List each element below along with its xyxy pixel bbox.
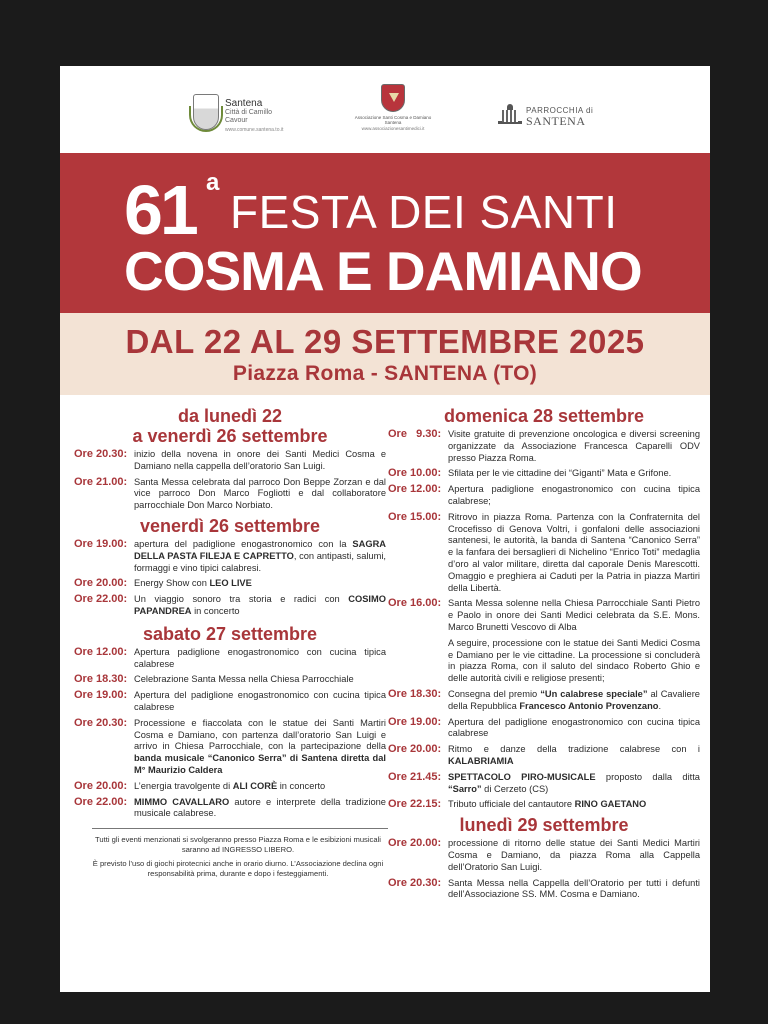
edition-number: 61 xyxy=(124,171,196,249)
day-heading: venerdì 26 settembre xyxy=(139,515,321,536)
event-text: MIMMO CAVALLARO autore e interprete della tradizione musicale calabrese. xyxy=(134,796,386,819)
program-right-column xyxy=(388,406,700,905)
event-item xyxy=(388,689,700,713)
day-heading: da lunedì 22 a venerdì 26 settembre xyxy=(132,406,328,446)
comune-subtitle: Città di Camillo Cavour xyxy=(225,109,273,124)
comune-logo xyxy=(193,92,333,142)
event-item xyxy=(74,781,386,793)
comune-name: Santena xyxy=(225,98,263,109)
event-time: Ore 18.30: xyxy=(74,673,128,686)
event-item xyxy=(388,799,700,811)
event-text: Ritrovo in piazza Roma. Partenza con la Confraternita del Crocefisso di Genova Voltri, i gonfaloni delle associazioni santenesi, le autorità, la banda di Santena “Canonico Serra” e la fanfara dei bersaglieri di Nichelino “Enrico Toti” medaglia d’oro al valor militare, diretta dal caporale Denis Marescotti. Omaggio e preghiera ai Caduti per la Patria in piazza Martiri della Libertà. xyxy=(448,511,700,593)
event-item xyxy=(74,674,386,686)
event-time: Ore 20.30: xyxy=(74,716,128,729)
footer-note: È previsto l’uso di giochi pirotecnici anche in orario diurno. L’Associazione declina ogni responsabilità prima, durante e dopo i festeggiamenti. xyxy=(92,858,384,878)
event-time: Ore 22.15: xyxy=(388,798,442,811)
parish-label: PARROCCHIA di xyxy=(526,106,594,115)
event-time: Ore 12.00: xyxy=(74,645,128,658)
program-left-column xyxy=(74,406,386,878)
event-item xyxy=(388,717,700,741)
event-text: Santa Messa solenne nella Chiesa Parrocchiale Santi Pietro e Paolo in onore dei Santi Medici celebrata da S.E. Mons. Marco Brunetti Vescovo di Alba xyxy=(448,598,700,632)
event-time: Ore 19.00: xyxy=(74,689,128,702)
event-time: Ore 15.00: xyxy=(388,510,442,523)
day-heading: sabato 27 settembre xyxy=(142,623,318,644)
event-item xyxy=(388,878,700,902)
event-item xyxy=(74,690,386,714)
title-line-1: FESTA DEI SANTI xyxy=(230,186,618,238)
event-time: Ore 20.00: xyxy=(388,837,442,850)
event-time: Ore 19.00: xyxy=(74,537,128,550)
event-text: Apertura padiglione enogastronomico con cucina tipica calabrese xyxy=(134,646,386,669)
event-item xyxy=(388,484,700,508)
parish-name: SANTENA xyxy=(526,114,586,128)
association-logo xyxy=(348,84,438,144)
footer-note: Tutti gli eventi menzionati si svolgeranno presso Piazza Roma e le esibizioni musicali saranno ad INGRESSO LIBERO. xyxy=(95,835,381,854)
day-heading: domenica 28 settembre xyxy=(443,406,645,426)
parish-logo xyxy=(498,104,608,128)
event-time: Ore 20.30: xyxy=(74,448,128,460)
coat-of-arms-icon xyxy=(193,94,219,130)
event-text: Processione e fiaccolata con le statue dei Santi Martiri Cosma e Damiano, con partenza dall’oratorio San Luigi e arrivo in Chiesa Parrocchiale, con la partecipazione della banda musicale “Canonico Serra” di Santena diretta dal M° Maurizio Caldera xyxy=(134,717,386,775)
event-item xyxy=(388,598,700,633)
title-line-2: COSMA E DAMIANO xyxy=(124,240,642,302)
event-text: L’energia travolgente di ALI CORÈ in concerto xyxy=(134,780,326,791)
event-time: Ore 16.00: xyxy=(388,597,442,610)
event-item xyxy=(74,797,386,821)
event-text: Santa Messa nella Cappella dell’Oratorio per tutti i defunti dell’Associazione SS. MM. Cosma e Damiano. xyxy=(448,877,700,900)
event-time: Ore 12.00: xyxy=(388,483,442,496)
event-item xyxy=(74,477,386,512)
event-item xyxy=(388,838,700,873)
logo-row xyxy=(60,84,710,154)
event-item xyxy=(74,718,386,777)
event-time: Ore 10.00: xyxy=(388,467,442,480)
event-item xyxy=(74,578,386,590)
event-text: apertura del padiglione enogastronomico con la SAGRA DELLA PASTA FILEJA E CAPRETTO, con antipasti, salumi, formaggi e vino tipici calabresi. xyxy=(134,538,386,573)
event-item xyxy=(388,512,700,595)
event-item xyxy=(388,772,700,796)
event-time: Ore 22.00: xyxy=(74,593,128,606)
title-band xyxy=(60,153,710,313)
event-time: Ore 21.00: xyxy=(74,475,128,488)
event-text: inizio della novena in onore dei Santi Medici Cosma e Damiano nella cappella dell’oratorio San Luigi. xyxy=(134,449,386,471)
divider xyxy=(92,828,388,829)
comune-url: www.comune.santena.to.it xyxy=(225,127,284,133)
event-poster xyxy=(60,66,710,992)
event-item xyxy=(388,429,700,464)
event-time: Ore 18.30: xyxy=(388,687,442,700)
event-time: Ore 20.00: xyxy=(388,743,442,756)
shield-icon xyxy=(381,84,405,112)
event-text: Santa Messa celebrata dal parroco Don Beppe Zorzan e dal vice parroco Don Marco Fogliotti e dal collaboratore parrocchiale Don Marco Norbiato. xyxy=(134,476,386,511)
day-heading: lunedì 29 settembre xyxy=(459,815,629,836)
event-place: Piazza Roma - SANTENA (TO) xyxy=(232,362,538,385)
event-item xyxy=(74,539,386,574)
event-text: Sfilata per le vie cittadine dei “Giganti” Mata e Grifone. xyxy=(448,468,672,479)
event-item xyxy=(74,594,386,618)
edition-ordinal: a xyxy=(206,169,220,196)
event-text: SPETTACOLO PIRO-MUSICALE proposto dalla ditta “Sarro” di Cerzeto (CS) xyxy=(448,771,700,794)
event-text: Tributo ufficiale del cantautore RINO GAETANO xyxy=(448,799,647,810)
event-time: Ore 22.00: xyxy=(74,795,128,808)
event-text: Celebrazione Santa Messa nella Chiesa Parrocchiale xyxy=(134,674,354,685)
association-url: www.associazionesantimedici.it xyxy=(361,126,425,131)
event-item xyxy=(388,744,700,768)
event-text: Visite gratuite di prevenzione oncologica e diversi screening organizzate da Associazione Francesca Caparelli ODV presso Piazza Roma. xyxy=(448,429,700,463)
event-text: Apertura padiglione enogastronomico con cucina tipica calabrese; xyxy=(448,484,700,506)
event-time: Ore 9.30: xyxy=(388,428,442,440)
event-item xyxy=(388,468,700,480)
event-continuation: A seguire, processione con le statue dei Santi Medici Cosma e Damiano per le vie cittadine. La processione si concluderà in piazza Roma, con il saluto del sindaco Roberto Ghio e delle autorità civili e religiose presenti; xyxy=(448,637,700,684)
event-item xyxy=(74,647,386,671)
event-item xyxy=(74,449,386,473)
event-time: Ore 20.00: xyxy=(74,577,128,590)
event-text: processione di ritorno delle statue dei Santi Medici Martiri Cosma e Damiano, da piazza Roma alla Cappella dell’Oratorio San Luigi. xyxy=(448,838,700,872)
event-text: Apertura del padiglione enogastronomico con cucina tipica calabrese xyxy=(448,716,700,739)
event-text: Un viaggio sonoro tra storia e radici con COSIMO PAPANDREA in concerto xyxy=(134,594,386,616)
event-time: Ore 20.30: xyxy=(388,876,442,889)
association-name: Associazione Santi Cosma e Damiano Santena xyxy=(354,115,432,125)
church-icon xyxy=(498,108,522,124)
date-band xyxy=(60,313,710,395)
event-time: Ore 20.00: xyxy=(74,779,128,792)
event-time: Ore 19.00: xyxy=(388,715,442,728)
event-text: Apertura del padiglione enogastronomico con cucina tipica calabrese xyxy=(134,690,386,712)
event-text: Energy Show con LEO LIVE xyxy=(134,578,252,589)
date-range: DAL 22 AL 29 SETTEMBRE 2025 xyxy=(125,323,645,360)
event-time: Ore 21.45: xyxy=(388,770,442,783)
event-text: Consegna del premio “Un calabrese speciale” al Cavaliere della Repubblica Francesco Antonio Provenzano. xyxy=(448,688,700,711)
event-text: Ritmo e danze della tradizione calabrese con i KALABRIAMIA xyxy=(448,744,700,766)
